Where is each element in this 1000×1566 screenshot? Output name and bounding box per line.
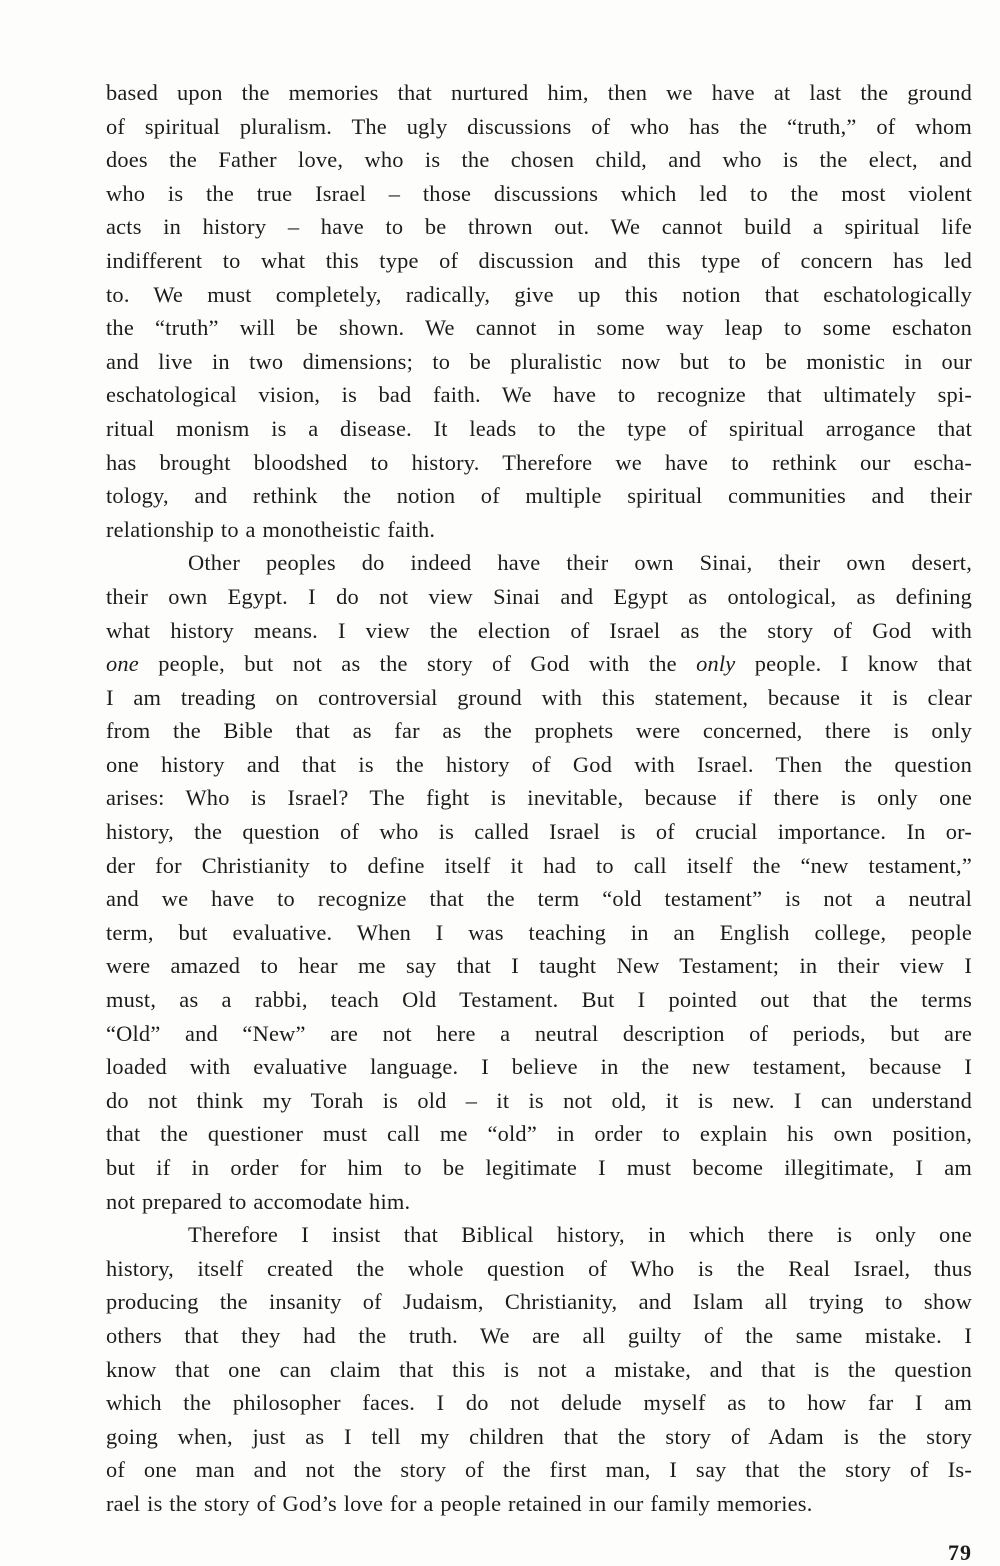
page-number: 79 [948, 1540, 972, 1565]
text-line: that the questioner must call me “old” in order to explain his own position, [106, 1121, 972, 1147]
text-line: Other peoples do indeed have their own Sinai, their own desert, [188, 550, 972, 576]
paragraph-3 [106, 1218, 972, 1520]
text-line: indifferent to what this type of discussion and this type of concern has led [106, 247, 972, 273]
text-line: based upon the memories that nurtured him, then we have at last the ground [106, 80, 972, 105]
text-line: acts in history – have to be thrown out. We cannot build a spiritual life [106, 214, 972, 240]
text-line: der for Christianity to define itself it had to call itself the “new testament,” [106, 852, 972, 878]
text-line: eschatological vision, is bad faith. We have to recognize that ultimately spi- [106, 382, 972, 408]
text-line: of one man and not the story of the first man, I say that the story of Is- [106, 1457, 972, 1483]
text-line: not prepared to accomodate him. [106, 1188, 411, 1214]
text-line: rael is the story of God’s love for a people retained in our family memories. [106, 1490, 813, 1516]
text-line: ritual monism is a disease. It leads to the type of spiritual arrogance that [106, 415, 972, 441]
text-line: others that they had the truth. We are all guilty of the same mistake. I [106, 1322, 972, 1348]
text-line: the “truth” will be shown. We cannot in some way leap to some eschaton [106, 315, 972, 341]
text-line: I am treading on controversial ground with this statement, because it is clear [106, 684, 972, 710]
text-line: from the Bible that as far as the prophets were concerned, there is only [106, 718, 972, 744]
paragraph-1 [106, 76, 972, 546]
paragraph-2 [106, 546, 972, 1218]
text-line: does the Father love, who is the chosen child, and who is the elect, and [106, 147, 972, 173]
text-line: history, itself created the whole question of Who is the Real Israel, thus [106, 1255, 972, 1281]
text-line: of spiritual pluralism. The ugly discussions of who has the “truth,” of whom [106, 113, 972, 139]
text-line: loaded with evaluative language. I believe in the new testament, because I [106, 1054, 972, 1080]
text-line: were amazed to hear me say that I taught New Testament; in their view I [106, 953, 972, 979]
text-line: producing the insanity of Judaism, Christianity, and Islam all trying to show [106, 1289, 972, 1315]
text-line: arises: Who is Israel? The fight is inevitable, because if there is only one [106, 785, 972, 811]
text-line: and we have to recognize that the term “old testament” is not a neutral [106, 886, 972, 912]
text-line: one people, but not as the story of God with the only people. I know that [106, 651, 972, 677]
text-line: one history and that is the history of God with Israel. Then the question [106, 751, 972, 777]
text-line: relationship to a monotheistic faith. [106, 516, 436, 542]
text-line: to. We must completely, radically, give up this notion that eschatologically [106, 281, 972, 307]
text-line: but if in order for him to be legitimate I must become illegitimate, I am [106, 1155, 972, 1180]
text-line: what history means. I view the election of Israel as the story of God with [106, 617, 972, 643]
text-line: must, as a rabbi, teach Old Testament. But I pointed out that the terms [106, 987, 972, 1013]
text-line: going when, just as I tell my children that the story of Adam is the story [106, 1423, 972, 1449]
text-line: their own Egypt. I do not view Sinai and Egypt as ontological, as defining [106, 583, 972, 609]
text-line: Therefore I insist that Biblical history, in which there is only one [188, 1222, 972, 1248]
text-line: who is the true Israel – those discussions which led to the most violent [106, 180, 972, 206]
text-line: and live in two dimensions; to be pluralistic now but to be monistic in our [106, 348, 972, 374]
page-body [106, 76, 972, 1521]
text-line: history, the question of who is called Israel is of crucial importance. In or- [106, 819, 972, 845]
text-line: “Old” and “New” are not here a neutral description of periods, but are [106, 1020, 972, 1046]
text-line: which the philosopher faces. I do not delude myself as to how far I am [106, 1390, 972, 1416]
text-line: has brought bloodshed to history. Therefore we have to rethink our escha- [106, 449, 972, 475]
text-line: know that one can claim that this is not a mistake, and that is the question [106, 1356, 972, 1382]
text-line: tology, and rethink the notion of multiple spiritual communities and their [106, 483, 972, 509]
text-line: do not think my Torah is old – it is not old, it is new. I can understand [106, 1087, 972, 1113]
text-line: term, but evaluative. When I was teaching in an English college, people [106, 919, 972, 945]
